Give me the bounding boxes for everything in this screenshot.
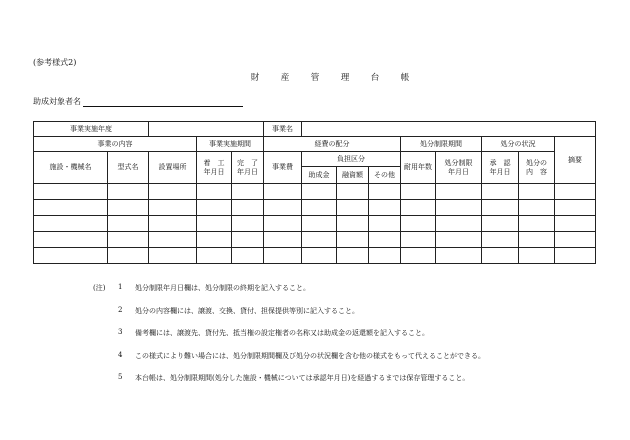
col-approval-line1: 承 認 (489, 159, 511, 168)
table-cell[interactable] (264, 232, 302, 248)
table-row-subheader (34, 152, 596, 167)
table-cell[interactable] (197, 184, 232, 200)
table-cell[interactable] (108, 232, 149, 248)
group-expense: 経費の配分 (264, 137, 401, 152)
table-cell[interactable] (555, 184, 596, 200)
table-cell[interactable] (108, 200, 149, 216)
table-cell[interactable] (264, 200, 302, 216)
table-cell[interactable] (337, 216, 369, 232)
table-cell[interactable] (369, 232, 401, 248)
property-ledger-table (33, 121, 596, 264)
col-remarks: 摘要 (555, 137, 596, 184)
col-other: その他 (369, 167, 401, 184)
project-name-label: 事業名 (264, 122, 302, 137)
title-char: 管 (310, 73, 320, 83)
table-cell[interactable] (436, 184, 482, 200)
table-cell[interactable] (436, 216, 482, 232)
table-cell[interactable] (519, 232, 555, 248)
table-cell[interactable] (302, 248, 337, 264)
group-content: 事業の内容 (34, 137, 197, 152)
table-cell[interactable] (519, 248, 555, 264)
table-cell[interactable] (232, 248, 264, 264)
col-end-line1: 完 了 (237, 159, 258, 168)
table-cell[interactable] (232, 184, 264, 200)
table-cell[interactable] (264, 216, 302, 232)
table-cell[interactable] (555, 248, 596, 264)
group-period: 事業実施期間 (197, 137, 264, 152)
table-row (34, 184, 596, 200)
table-cell[interactable] (302, 184, 337, 200)
table-cell[interactable] (369, 216, 401, 232)
note-number: 1 (118, 283, 123, 291)
col-start-date (197, 152, 232, 184)
note-text: この様式により難い場合には、処分制限期間欄及び処分の状況欄を含む他の様式をもって代えることができる。 (135, 351, 485, 360)
table-cell[interactable] (197, 200, 232, 216)
table-cell[interactable] (149, 248, 197, 264)
recipient-label: 助成対象者名 (33, 97, 81, 106)
form-reference: (参考様式2) (33, 58, 77, 67)
table-cell[interactable] (482, 232, 519, 248)
col-disposal-content (519, 152, 555, 184)
table-cell[interactable] (482, 216, 519, 232)
table-cell[interactable] (108, 184, 149, 200)
table-cell[interactable] (369, 248, 401, 264)
table-cell[interactable] (482, 184, 519, 200)
col-end-date (232, 152, 264, 184)
table-cell[interactable] (401, 232, 436, 248)
table-cell[interactable] (369, 200, 401, 216)
document-title (240, 71, 420, 83)
table-cell[interactable] (149, 184, 197, 200)
table-row-year (34, 122, 596, 137)
table-cell[interactable] (34, 184, 108, 200)
table-cell[interactable] (401, 248, 436, 264)
col-subsidy: 助成金 (302, 167, 337, 184)
year-value-cell[interactable] (149, 122, 264, 137)
recipient-row (33, 96, 243, 107)
col-disposal-line1: 処分の (526, 159, 548, 168)
table-cell[interactable] (555, 216, 596, 232)
table-row (34, 200, 596, 216)
note-text: 処分制限年月日欄は、処分制限の終期を記入すること。 (135, 284, 310, 292)
table-cell[interactable] (232, 232, 264, 248)
table-cell[interactable] (555, 232, 596, 248)
note-text: 本台帳は、処分制限期間(処分した施設・機械については承認年月日)を経過するまでは保存管理すること。 (135, 374, 470, 382)
title-char: 帳 (400, 73, 410, 83)
note-number: 5 (118, 373, 123, 381)
col-model: 型式名 (108, 152, 149, 184)
col-useful-life: 耐用年数 (401, 152, 436, 184)
col-disposal-line2: 内 容 (526, 167, 548, 176)
group-limit-period: 処分制限期間 (401, 137, 482, 152)
table-row (34, 232, 596, 248)
table-cell[interactable] (337, 184, 369, 200)
note-number: 2 (118, 305, 123, 314)
table-cell[interactable] (519, 184, 555, 200)
table-cell[interactable] (369, 184, 401, 200)
table-cell[interactable] (197, 216, 232, 232)
col-limit-date (436, 152, 482, 184)
col-approval-date (482, 152, 519, 184)
table-cell[interactable] (232, 200, 264, 216)
table-cell[interactable] (337, 248, 369, 264)
title-char: 理 (340, 73, 350, 83)
table-cell[interactable] (302, 216, 337, 232)
table-cell[interactable] (519, 216, 555, 232)
table-cell[interactable] (34, 216, 108, 232)
table-cell[interactable] (264, 248, 302, 264)
table-cell[interactable] (337, 232, 369, 248)
table-cell[interactable] (436, 248, 482, 264)
table-cell[interactable] (302, 232, 337, 248)
table-cell[interactable] (337, 200, 369, 216)
title-char: 産 (280, 73, 290, 83)
notes-tag: (注) (93, 284, 106, 292)
project-name-cell[interactable] (302, 122, 596, 137)
table-cell[interactable] (149, 200, 197, 216)
col-facility: 施設・機械名 (34, 152, 108, 184)
table-cell[interactable] (34, 200, 108, 216)
col-location: 設置場所 (149, 152, 197, 184)
table-cell[interactable] (436, 232, 482, 248)
table-cell[interactable] (519, 200, 555, 216)
table-cell[interactable] (108, 216, 149, 232)
col-limit-line2: 年月日 (448, 167, 470, 176)
year-label: 事業実施年度 (34, 122, 149, 137)
col-end-line2: 年月日 (237, 167, 258, 176)
table-cell[interactable] (401, 184, 436, 200)
note-number: 3 (118, 328, 123, 336)
table-cell[interactable] (555, 200, 596, 216)
col-start-line2: 年月日 (203, 167, 225, 176)
table-cell[interactable] (34, 248, 108, 264)
note-text: 処分の内容欄には、譲渡、交換、貸付、担保提供等別に記入すること。 (135, 306, 359, 315)
col-start-line1: 着 工 (203, 159, 225, 168)
table-cell[interactable] (197, 248, 232, 264)
table-cell[interactable] (401, 200, 436, 216)
recipient-name-field[interactable] (83, 97, 243, 107)
note-number: 4 (118, 350, 123, 359)
table-cell[interactable] (436, 200, 482, 216)
group-status: 処分の状況 (482, 137, 555, 152)
title-char: 財 (250, 73, 260, 83)
table-cell[interactable] (401, 216, 436, 232)
col-burden: 負担区分 (302, 152, 401, 167)
table-cell[interactable] (149, 232, 197, 248)
table-cell[interactable] (264, 184, 302, 200)
table-body (34, 184, 596, 264)
title-char: 台 (370, 73, 380, 83)
table-cell[interactable] (108, 248, 149, 264)
table-cell[interactable] (232, 216, 264, 232)
table-cell[interactable] (34, 232, 108, 248)
table-row (34, 248, 596, 264)
note-text: 備考欄には、譲渡先、貸付先、抵当権の設定権者の名称又は助成金の返還額を記入すること。 (135, 329, 429, 337)
table-row (34, 216, 596, 232)
col-project-cost: 事業費 (264, 152, 302, 184)
table-cell[interactable] (149, 216, 197, 232)
table-cell[interactable] (302, 200, 337, 216)
col-limit-line1: 処分制限 (444, 159, 473, 168)
table-cell[interactable] (482, 248, 519, 264)
table-row-groups (34, 137, 596, 152)
table-cell[interactable] (197, 232, 232, 248)
table-cell[interactable] (482, 200, 519, 216)
col-approval-line2: 年月日 (489, 167, 511, 176)
col-financing: 融資額 (337, 167, 369, 184)
